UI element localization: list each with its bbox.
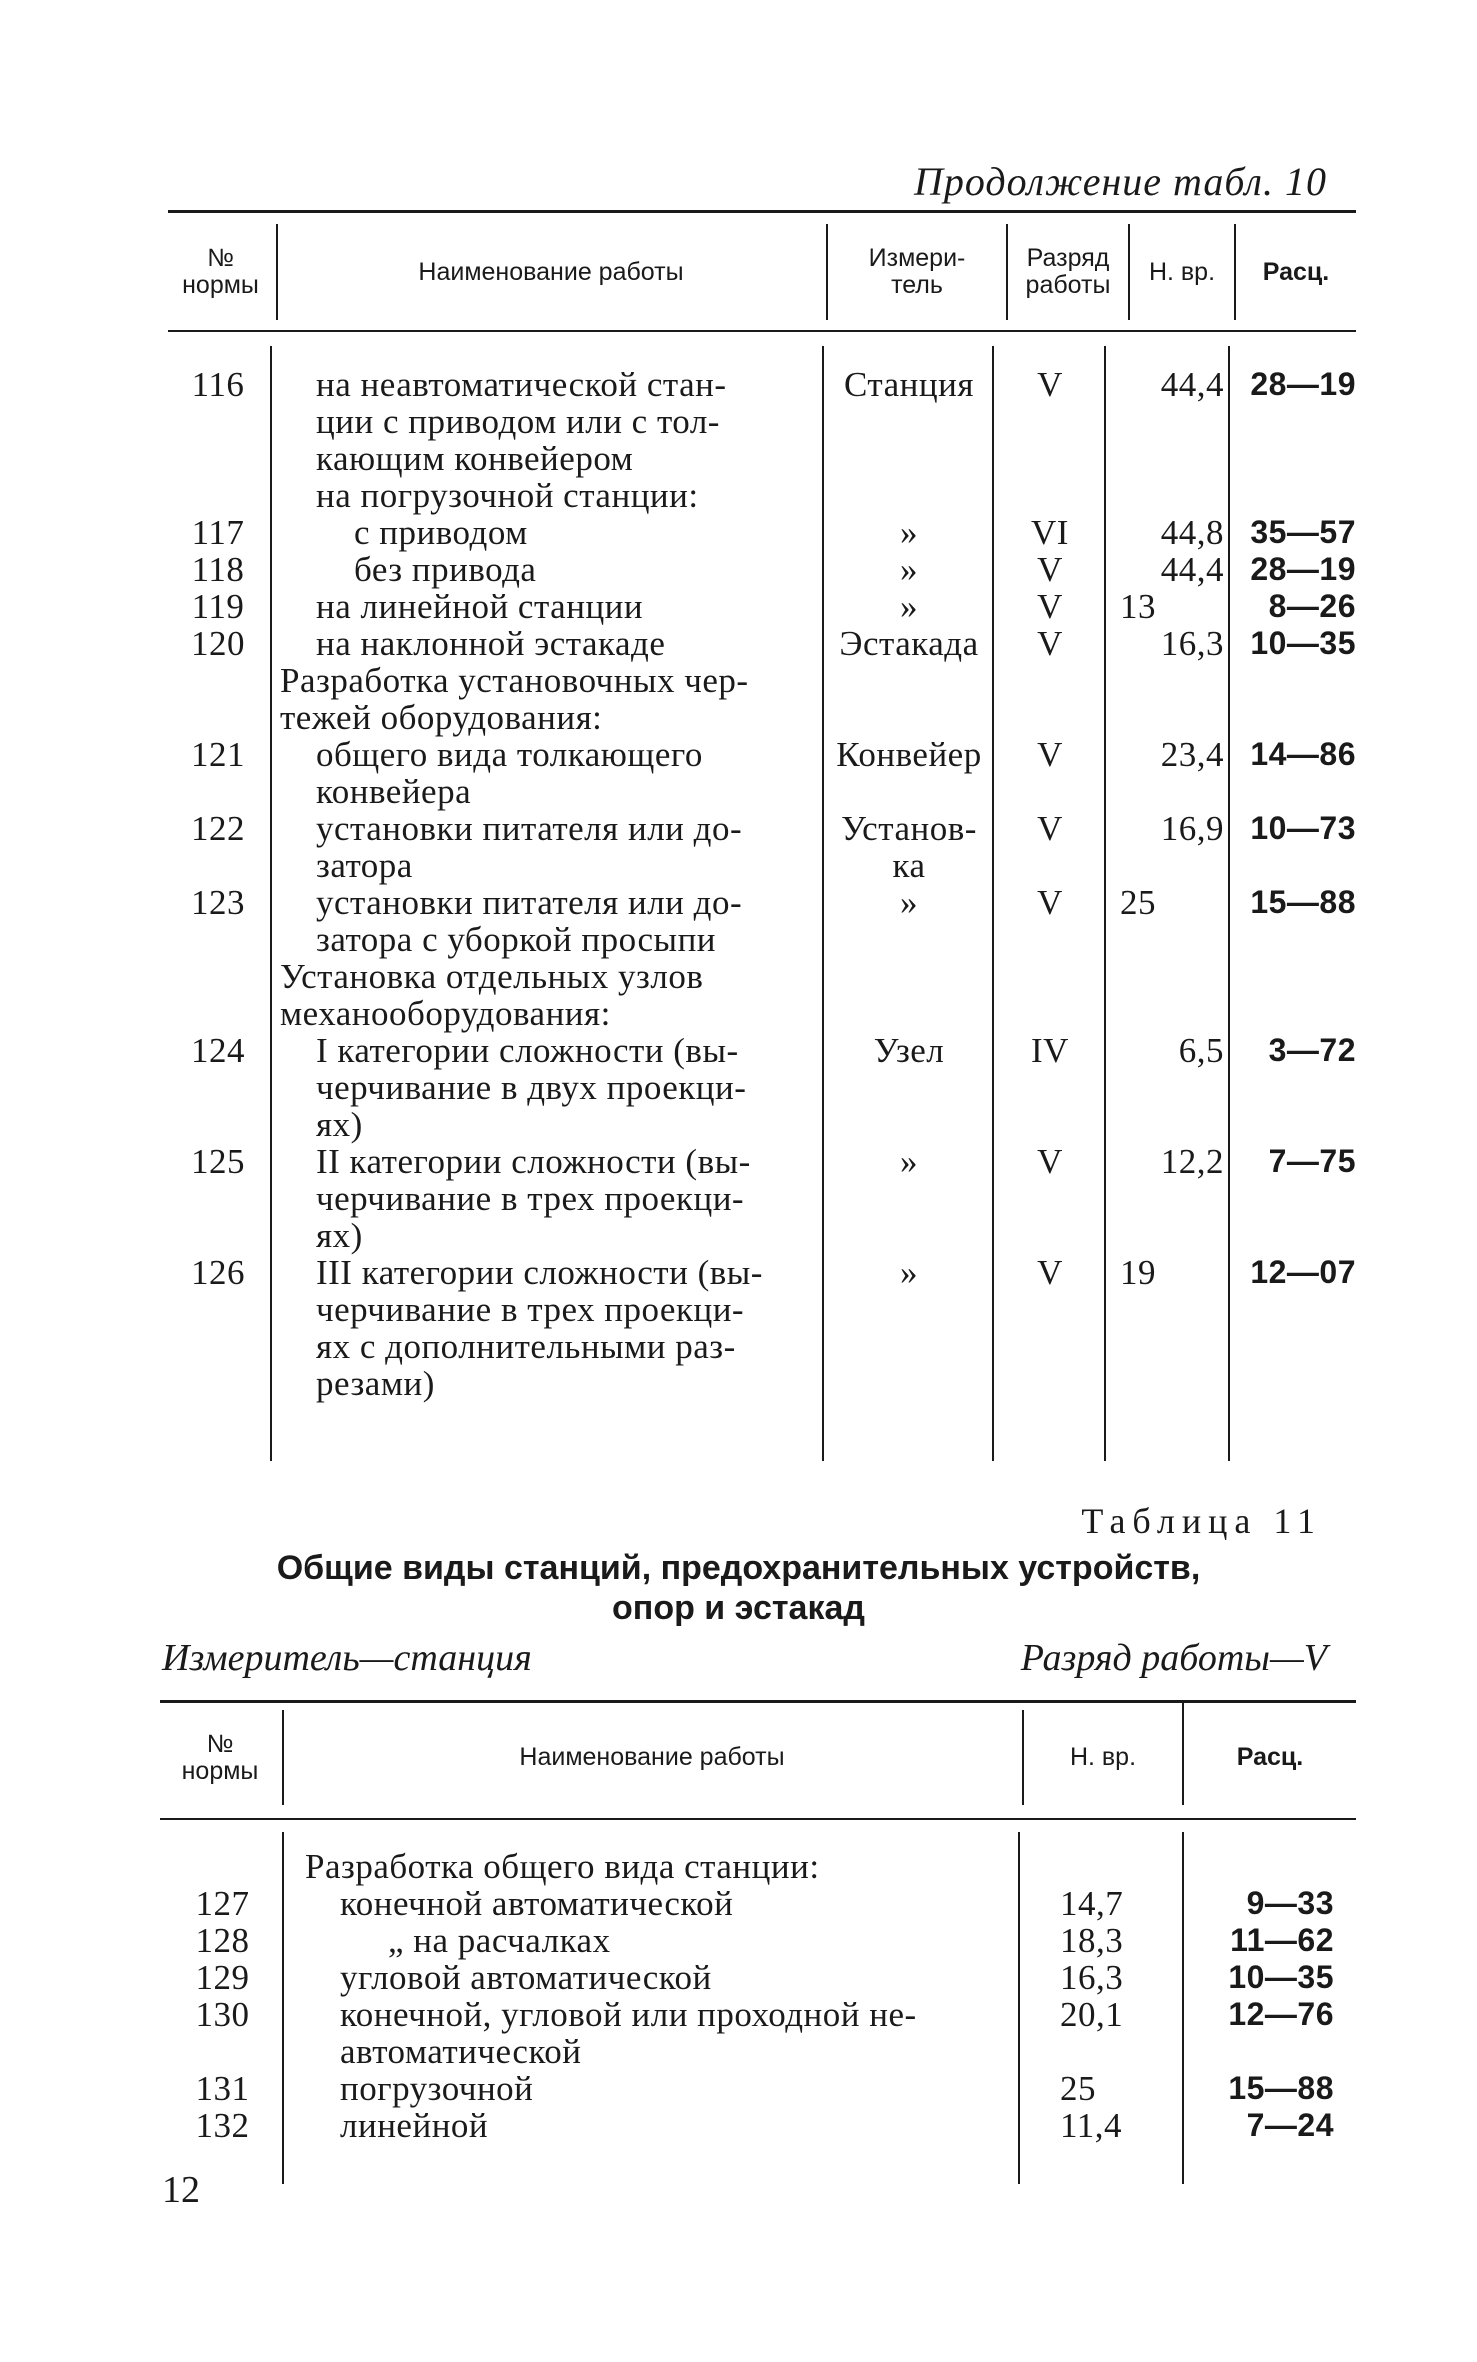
column-header-no: № нормы <box>181 1729 259 1785</box>
pay-rate: 12—07 <box>1250 1254 1356 1290</box>
pay-rate: 11—62 <box>1230 1922 1334 1958</box>
norm-time: 20,1 <box>1060 1995 1124 2034</box>
norm-number: 125 <box>191 1142 245 1181</box>
work-rank: IV <box>1031 1031 1069 1070</box>
work-name: I категории сложности (вы- черчивание в двух проекци- ях) <box>316 1031 747 1144</box>
work-name: Разработка общего вида станции: <box>305 1847 820 1886</box>
table-11-title <box>0 1548 1477 1628</box>
table-11-label: Таблица 11 <box>1081 1501 1322 1541</box>
table-11 <box>160 1700 1356 2185</box>
continuation-title: Продолжение табл. 10 <box>913 159 1327 204</box>
norm-time: 14,7 <box>1060 1884 1124 1923</box>
pay-rate: 15—88 <box>1228 2070 1334 2106</box>
pay-rate: 28—19 <box>1250 551 1356 587</box>
work-name: конечной автоматической <box>340 1884 734 1923</box>
work-name: с приводом <box>354 513 528 552</box>
work-name: линейной <box>340 2106 489 2145</box>
pay-rate: 3—72 <box>1268 1032 1356 1068</box>
norm-time: 44,4 <box>1160 365 1224 404</box>
work-rank: V <box>1037 1142 1063 1181</box>
table-header-rule <box>168 330 1356 332</box>
norm-time: 44,8 <box>1160 513 1224 552</box>
pay-rate: 10—35 <box>1250 625 1356 661</box>
work-name: на линейной станции <box>316 587 644 626</box>
norm-time: 25 <box>1120 883 1156 922</box>
rank-note: Разряд работы—V <box>1020 1637 1327 1679</box>
pay-rate: 12—76 <box>1228 1996 1334 2032</box>
work-name: установки питателя или до- затора <box>316 809 743 885</box>
measure-note: Измеритель—станция <box>162 1637 532 1679</box>
column-header-measure: Измери- тель <box>868 244 966 299</box>
table-10 <box>168 210 1356 1465</box>
norm-number: 123 <box>191 883 245 922</box>
work-name: на неавтоматической стан- ции с приводом или с тол- кающим конвейером <box>316 365 727 478</box>
table-11-title-line2: опор и эстакад <box>612 1589 865 1627</box>
norm-time: 16,3 <box>1160 624 1224 663</box>
work-name: без привода <box>354 550 537 589</box>
work-rank: V <box>1037 550 1063 589</box>
norm-time: 12,2 <box>1160 1142 1224 1181</box>
work-rank: V <box>1037 624 1063 663</box>
column-divider <box>270 346 272 1461</box>
pay-rate: 10—35 <box>1228 1959 1334 1995</box>
norm-time: 19 <box>1120 1253 1156 1292</box>
work-rank: V <box>1037 735 1063 774</box>
pay-rate: 9—33 <box>1246 1885 1334 1921</box>
work-name: на погрузочной станции: <box>316 476 699 515</box>
measure-unit: Станция <box>844 365 974 404</box>
column-header-name: Наименование работы <box>519 1743 785 1771</box>
work-name: „ на расчалках <box>388 1921 611 1960</box>
norm-time: 11,4 <box>1060 2106 1122 2145</box>
norm-number: 130 <box>195 1995 250 2034</box>
column-header-pay: Расц. <box>1262 257 1330 286</box>
work-name: Установка отдельных узлов механооборудования: <box>280 957 704 1033</box>
norm-number: 121 <box>191 735 245 774</box>
column-header-time: Н. вр. <box>1069 1743 1137 1771</box>
pay-rate: 10—73 <box>1250 810 1356 846</box>
work-rank: V <box>1037 883 1063 922</box>
norm-number: 122 <box>191 809 245 848</box>
norm-number: 132 <box>195 2106 250 2145</box>
column-header-pay: Расц. <box>1236 1743 1304 1771</box>
measure-unit: Установ- ка <box>841 809 977 885</box>
table-header-rule <box>160 1818 1356 1820</box>
measure-unit: Эстакада <box>839 624 979 663</box>
norm-number: 127 <box>195 1884 250 1923</box>
measure-unit: » <box>900 550 918 589</box>
norm-number: 120 <box>191 624 245 663</box>
norm-number: 128 <box>195 1921 250 1960</box>
table-top-rule <box>168 210 1356 213</box>
work-name: погрузочной <box>340 2069 534 2108</box>
norm-time: 13 <box>1120 587 1156 626</box>
measure-unit: » <box>900 1142 918 1181</box>
pay-rate: 7—24 <box>1246 2107 1334 2143</box>
measure-unit: » <box>900 513 918 552</box>
column-header-no: № нормы <box>182 244 259 299</box>
pay-rate: 15—88 <box>1250 884 1356 920</box>
pay-rate: 8—26 <box>1268 588 1356 624</box>
norm-number: 117 <box>191 513 245 552</box>
measure-unit: » <box>900 1253 918 1292</box>
pay-rate: 35—57 <box>1250 514 1356 550</box>
norm-number: 119 <box>191 587 245 626</box>
norm-number: 129 <box>195 1958 250 1997</box>
work-name: на наклонной эстакаде <box>316 624 666 663</box>
norm-number: 116 <box>191 365 245 404</box>
work-rank: V <box>1037 809 1063 848</box>
work-rank: VI <box>1031 513 1069 552</box>
norm-time: 6,5 <box>1178 1031 1224 1070</box>
work-name: установки питателя или до- затора с уборкой просыпи <box>316 883 743 959</box>
column-header-rank: Разряд работы <box>1025 244 1111 299</box>
work-name: III категории сложности (вы- черчивание в трех проекци- ях с дополнительными раз- резами) <box>316 1253 763 1403</box>
work-rank: V <box>1037 1253 1063 1292</box>
norm-time: 23,4 <box>1160 735 1224 774</box>
work-rank: V <box>1037 365 1063 404</box>
page-number: 12 <box>162 2169 200 2211</box>
measure-unit: Узел <box>873 1031 945 1070</box>
norm-time: 16,9 <box>1160 809 1224 848</box>
norm-time: 18,3 <box>1060 1921 1124 1960</box>
norm-number: 131 <box>195 2069 250 2108</box>
work-name: II категории сложности (вы- черчивание в трех проекци- ях) <box>316 1142 751 1255</box>
pay-rate: 7—75 <box>1268 1143 1356 1179</box>
table-top-rule <box>160 1700 1356 1703</box>
norm-number: 126 <box>191 1253 245 1292</box>
column-header-time: Н. вр. <box>1148 257 1216 286</box>
column-header-name: Наименование работы <box>418 257 684 286</box>
norm-time: 16,3 <box>1060 1958 1124 1997</box>
work-name: угловой автоматической <box>340 1958 712 1997</box>
work-name: общего вида толкающего конвейера <box>316 735 703 811</box>
pay-rate: 28—19 <box>1250 366 1356 402</box>
norm-number: 118 <box>191 550 245 589</box>
measure-unit: » <box>900 587 918 626</box>
measure-unit: Конвейер <box>836 735 982 774</box>
work-name: Разработка установочных чер- тежей оборудования: <box>280 661 749 737</box>
work-name: автоматической <box>340 2032 582 2071</box>
work-rank: V <box>1037 587 1063 626</box>
work-name: конечной, угловой или проходной не- <box>340 1995 917 2034</box>
pay-rate: 14—86 <box>1250 736 1356 772</box>
table-11-title-line1: Общие виды станций, предохранительных устройств, <box>276 1549 1201 1587</box>
norm-time: 25 <box>1060 2069 1096 2108</box>
norm-number: 124 <box>191 1031 245 1070</box>
norm-time: 44,4 <box>1160 550 1224 589</box>
measure-unit: » <box>900 883 918 922</box>
